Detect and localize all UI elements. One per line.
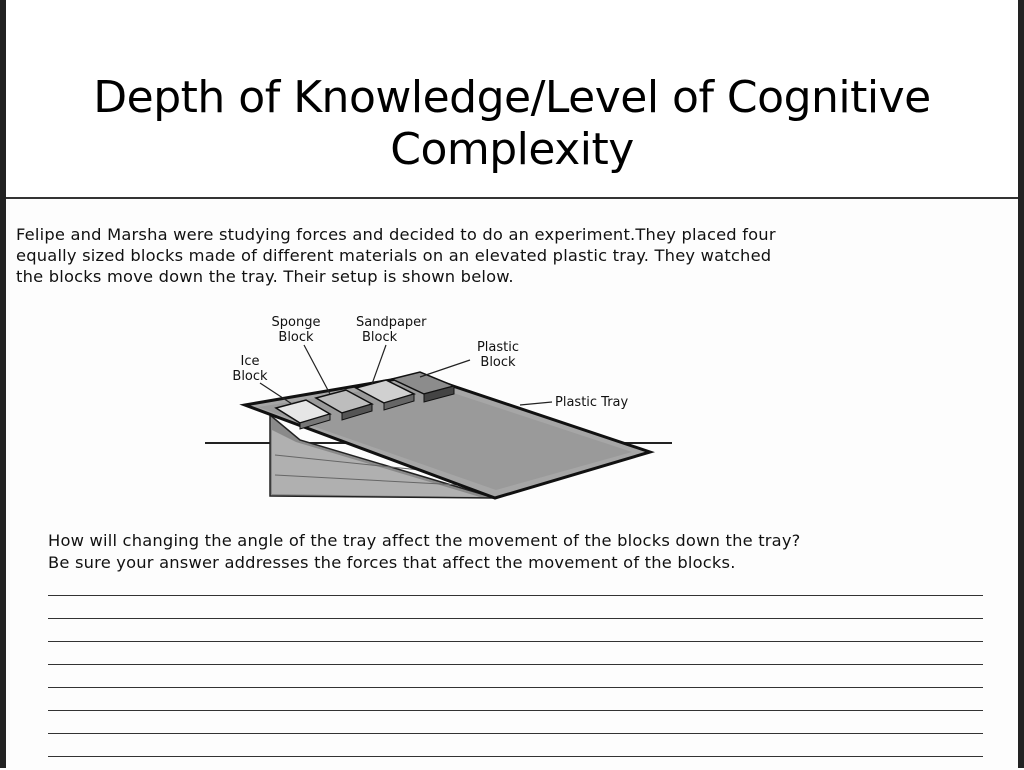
label-sandpaper-block (356, 315, 466, 345)
label-line: Plastic (476, 340, 520, 355)
answer-line[interactable] (48, 710, 983, 711)
question (48, 530, 1018, 574)
label-ice-block (220, 354, 280, 384)
label-line: Block (362, 330, 398, 345)
question-line: Be sure your answer addresses the forces that affect the movement of the blocks. (48, 553, 736, 572)
label-line: Block (232, 369, 268, 384)
title-line-2: Complexity (390, 124, 634, 175)
label-line: Block (480, 355, 516, 370)
label-plastic-tray (555, 395, 665, 410)
answer-line[interactable] (48, 664, 983, 665)
label-line: Sponge (271, 315, 321, 330)
answer-line[interactable] (48, 687, 983, 688)
label-line: Ice (240, 354, 260, 369)
label-sponge-block (258, 315, 334, 345)
label-line: Sandpaper (356, 315, 427, 330)
passage-line: equally sized blocks made of different materials on an elevated plastic tray. They watched (16, 246, 772, 265)
answer-line[interactable] (48, 756, 983, 757)
answer-line[interactable] (48, 733, 983, 734)
answer-line[interactable] (48, 618, 983, 619)
passage-line: the blocks move down the tray. Their setup is shown below. (16, 267, 514, 286)
answer-line[interactable] (48, 641, 983, 642)
passage-line: Felipe and Marsha were studying forces and decided to do an experiment.They placed four (16, 225, 776, 244)
title-line-1: Depth of Knowledge/Level of Cognitive (93, 72, 931, 123)
label-line: Plastic Tray (555, 395, 629, 410)
label-line: Block (278, 330, 314, 345)
answer-line[interactable] (48, 595, 983, 596)
label-plastic-block (458, 340, 538, 370)
question-line: How will changing the angle of the tray affect the movement of the blocks down the tray? (48, 531, 801, 550)
